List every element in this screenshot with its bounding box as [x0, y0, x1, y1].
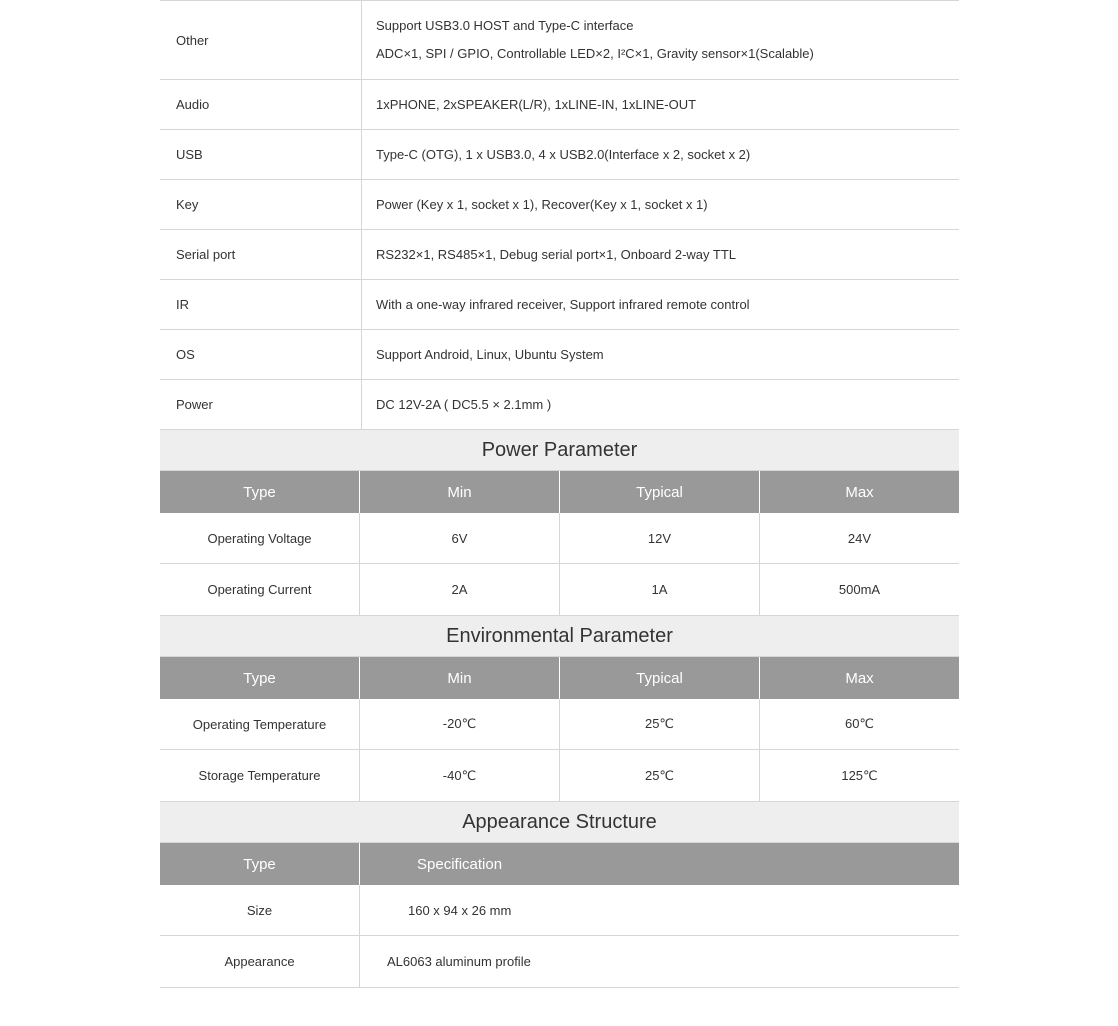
column-header: Max: [845, 483, 874, 501]
table-row: [160, 699, 959, 750]
column-header: Min: [360, 657, 560, 699]
spec-value: DC 12V-2A ( DC5.5 × 2.1mm ): [376, 396, 552, 412]
spec-row-power: [160, 380, 959, 430]
power-parameter-table: [160, 430, 959, 616]
table-cell: 160 x 94 x 26 mm: [408, 902, 512, 918]
spec-value: Type-C (OTG), 1 x USB3.0, 4 x USB2.0(Interface x 2, socket x 2): [376, 146, 751, 162]
spec-table: [160, 0, 959, 430]
spec-row-usb: [160, 130, 959, 180]
table-row: [160, 750, 959, 802]
table-cell: Storage Temperature: [160, 750, 360, 801]
column-header: Typical: [560, 657, 760, 699]
section-title: Environmental Parameter: [160, 616, 959, 657]
table-cell: 2A: [360, 564, 560, 615]
table-cell: -40℃: [360, 750, 560, 801]
table-cell: Operating Current: [160, 564, 360, 615]
column-header: Max: [845, 669, 874, 687]
column-header: Min: [360, 471, 560, 513]
spec-value: 1xPHONE, 2xSPEAKER(L/R), 1xLINE-IN, 1xLINE-OUT: [376, 96, 697, 112]
spec-label: Other: [160, 1, 362, 79]
table-cell: AL6063 aluminum profile: [387, 954, 531, 969]
column-header: Typical: [560, 471, 760, 513]
column-header: Type: [160, 657, 360, 699]
table-cell: -20℃: [360, 699, 560, 749]
section-title: Power Parameter: [160, 430, 959, 471]
spec-value-cell: [362, 130, 959, 179]
spec-label: Serial port: [160, 230, 362, 279]
column-header: Type: [160, 843, 360, 885]
table-cell: 60℃: [844, 716, 875, 731]
table-cell: 25℃: [560, 699, 760, 749]
table-cell: 1A: [560, 564, 760, 615]
table-header-row: [160, 657, 959, 699]
spec-value: Support Android, Linux, Ubuntu System: [376, 346, 604, 362]
spec-label: OS: [160, 330, 362, 379]
table-cell: Operating Temperature: [160, 699, 360, 749]
table-cell: 25℃: [560, 750, 760, 801]
column-header: Specification: [417, 855, 503, 873]
appearance-structure-table: [160, 802, 959, 988]
table-cell: Operating Voltage: [160, 513, 360, 563]
spec-row-other: [160, 0, 959, 80]
table-header-row: [160, 471, 959, 513]
table-cell: 125℃: [841, 767, 878, 783]
spec-label: IR: [160, 280, 362, 329]
table-cell: Size: [160, 885, 360, 935]
table-row: [160, 564, 959, 616]
spec-value-cell: [362, 230, 959, 279]
spec-value: RS232×1, RS485×1, Debug serial port×1, Onboard 2-way TTL: [376, 246, 737, 262]
spec-value-cell: [362, 280, 959, 329]
spec-value: Support USB3.0 HOST and Type-C interface: [376, 18, 634, 33]
spec-value-cell: [362, 380, 959, 429]
spec-label: Power: [160, 380, 362, 429]
spec-row-os: [160, 330, 959, 380]
table-header-row: [160, 843, 959, 885]
spec-row-key: [160, 180, 959, 230]
spec-value: ADC×1, SPI / GPIO, Controllable LED×2, I²C×1, Gravity sensor×1(Scalable): [376, 46, 814, 61]
table-cell: 12V: [560, 513, 760, 563]
column-header: Type: [160, 471, 360, 513]
spec-document: [160, 0, 959, 988]
spec-value-cell: [362, 80, 959, 129]
spec-value-cell: [362, 330, 959, 379]
spec-value: Power (Key x 1, socket x 1), Recover(Key x 1, socket x 1): [376, 196, 708, 212]
table-cell: 6V: [360, 513, 560, 563]
section-title: Appearance Structure: [160, 802, 959, 843]
spec-row-audio: [160, 80, 959, 130]
table-cell: 500mA: [838, 582, 881, 597]
spec-value-cell: [362, 1, 959, 79]
spec-label: Audio: [160, 80, 362, 129]
spec-label: Key: [160, 180, 362, 229]
environmental-parameter-table: [160, 616, 959, 802]
table-cell: 24V: [847, 530, 872, 546]
spec-label: USB: [160, 130, 362, 179]
spec-row-serial-port: [160, 230, 959, 280]
table-row: [160, 936, 959, 988]
spec-row-ir: [160, 280, 959, 330]
spec-value: With a one-way infrared receiver, Support infrared remote control: [376, 296, 750, 312]
table-cell: Appearance: [160, 936, 360, 987]
table-row: [160, 513, 959, 564]
spec-value-cell: [362, 180, 959, 229]
table-row: [160, 885, 959, 936]
